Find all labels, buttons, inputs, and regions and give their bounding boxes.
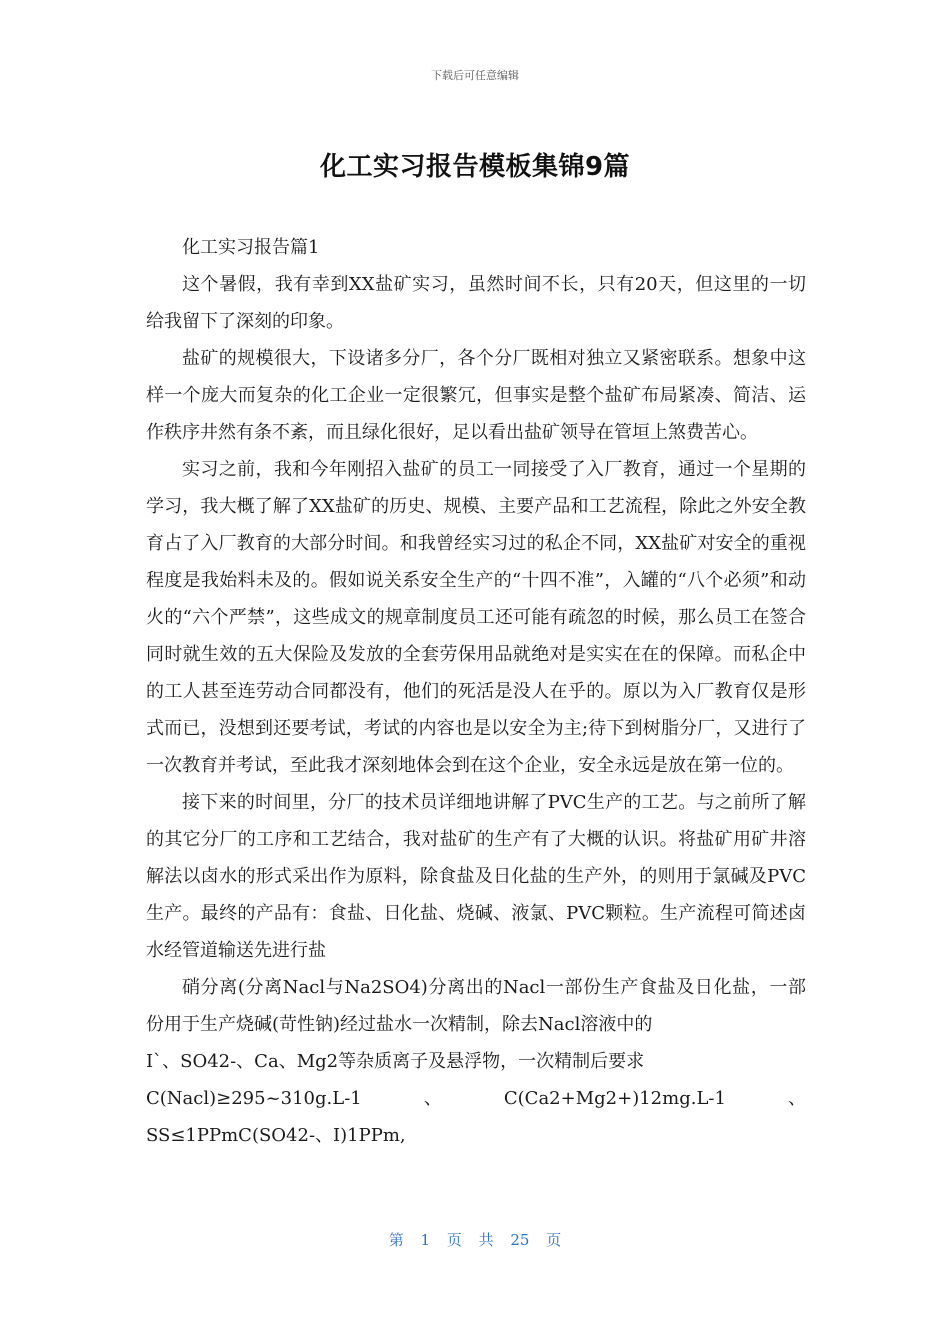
page-number: 第 1 页 共 25 页	[388, 1231, 562, 1249]
paragraph: 盐矿的规模很大，下设诸多分厂，各个分厂既相对独立又紧密联系。想象中这样一个庞大而复杂的化工企业一定很繁冗，但事实是整个盐矿布局紧凑、简洁、运作秩序井然有条不紊，而且绿化很好，足以看出盐矿领导在管垣上煞费苦心。	[146, 348, 806, 443]
document-title: 化工实习报告模板集锦9篇	[319, 152, 631, 182]
paragraph: 这个暑假，我有幸到XX盐矿实习，虽然时间不长，只有20天，但这里的一切给我留下了深刻的印象。	[146, 274, 806, 332]
formula-line: I`、SO42-、Ca、Mg2等杂质离子及悬浮物，一次精制后要求	[146, 1051, 645, 1072]
paragraph: 硝分离(分离Nacl与Na2SO4)分离出的Nacl一部份生产食盐及日化盐，一部份用于生产烧碱(苛性钠)经过盐水一次精制，除去Nacl溶液中的	[146, 977, 806, 1035]
formula-line: C(Nacl)≥295~310g.L-1、C(Ca2+Mg2+)12mg.L-1、SS≤1PPmC(SO42-、I)1PPm,	[146, 1088, 806, 1146]
section-heading: 化工实习报告篇1	[182, 237, 320, 258]
document-body	[146, 229, 806, 1154]
paragraph: 实习之前，我和今年刚招入盐矿的员工一同接受了入厂教育，通过一个星期的学习，我大概了解了XX盐矿的历史、规模、主要产品和工艺流程，除此之外安全教育占了入厂教育的大部分时间。和我曾经实习过的私企不同，XX盐矿对安全的重视程度是我始料未及的。假如说关系安全生产的“十四不准”，入罐的“八个必须”和动火的“六个严禁”，这些成文的规章制度员工还可能有疏忽的时候，那么员工在签合同时就生效的五大保险及发放的全套劳保用品就绝对是实实在在的保障。而私企中的工人甚至连劳动合同都没有，他们的死活是没人在乎的。原以为入厂教育仅是形式而已，没想到还要考试，考试的内容也是以安全为主;待下到树脂分厂，又进行了一次教育并考试，至此我才深刻地体会到在这个企业，安全永远是放在第一位的。	[146, 459, 806, 776]
page-header-note: 下载后可任意编辑	[431, 69, 519, 82]
paragraph: 接下来的时间里，分厂的技术员详细地讲解了PVC生产的工艺。与之前所了解的其它分厂的工序和工艺结合，我对盐矿的生产有了大概的认识。将盐矿用矿井溶解法以卤水的形式采出作为原料，除食盐及日化盐的生产外，的则用于氯碱及PVC生产。最终的产品有：食盐、日化盐、烧碱、液氯、PVC颗粒。生产流程可简述卤水经管道输送先进行盐	[146, 792, 806, 961]
